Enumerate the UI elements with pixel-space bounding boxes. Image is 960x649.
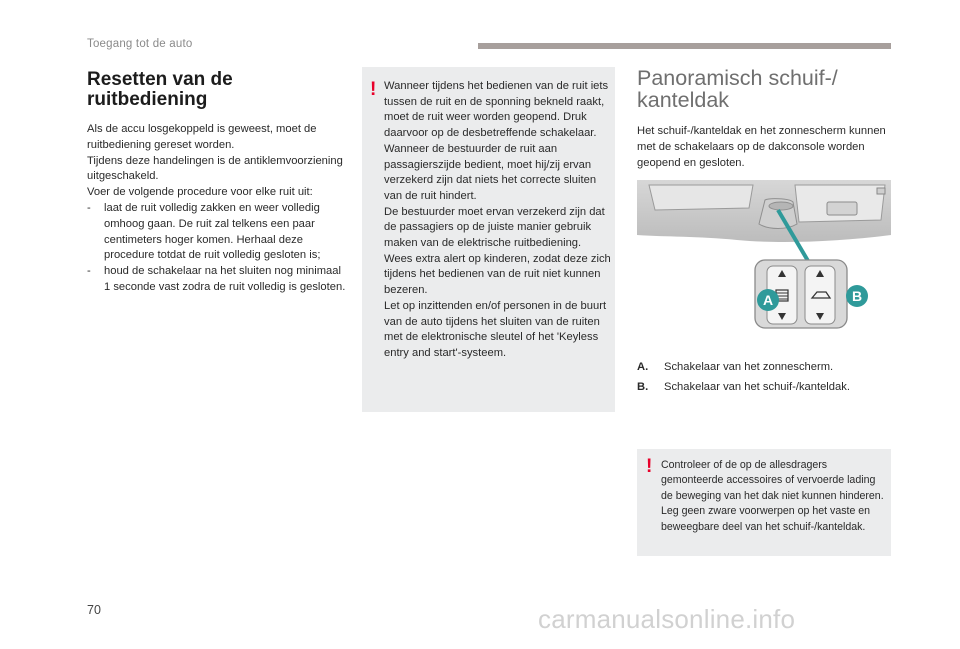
figure-legend (637, 360, 893, 400)
section-title: Toegang tot de auto (87, 38, 193, 50)
warning-box-roof (637, 449, 891, 556)
sunroof-title: Panoramisch schuif-/ kanteldak (637, 66, 838, 112)
reset-step (87, 201, 349, 264)
legend-text: Schakelaar van het schuif-/kanteldak. (664, 380, 850, 393)
list-dash: - (87, 201, 91, 214)
reset-step-text: laat de ruit volledig zakken en weer volledig omhoog gaan. De ruit zal telkens een paar centimeters hoger komen. Herhaal deze procedure totdat de ruit volledig gesloten is; (104, 201, 321, 262)
legend-key: A. (637, 361, 649, 373)
reset-step-text: houd de schakelaar na het sluiten nog minimaal 1 seconde vast zodra de ruit volledig is gesloten. (104, 265, 346, 293)
warning-text (661, 458, 889, 535)
roof-console-drawing (637, 180, 891, 345)
legend-text: Schakelaar van het zonnescherm. (664, 361, 834, 373)
reset-paragraph: Als de accu losgekoppeld is geweest, moet de ruitbediening gereset worden. (87, 123, 317, 151)
warning-line: Controleer of de op de allesdragers gemonteerde accessoires of vervoerde lading de beweging van het dak niet kunnen hinderen. (661, 459, 884, 502)
watermark: carmanualsonline.info (538, 604, 796, 634)
warning-exclamation-icon: ! (370, 79, 377, 100)
warning-exclamation-icon: ! (646, 456, 653, 477)
roof-console-illustration (637, 180, 891, 345)
warning-line: Wanneer tijdens het bedienen van de ruit iets tussen de ruit en de sponning bekneld raakt, moet de ruit weer worden geopend. Druk daarvoor op de desbetreffende schakelaar. (384, 80, 609, 140)
page-number: 70 (87, 603, 101, 617)
legend-item (637, 360, 893, 376)
warning-line: Wanneer de bestuurder de ruit aan passagierszijde bedient, moet hij/zij ervan verzekerd zijn dat niets het correcte sluiten van de ruit hindert. (384, 142, 597, 202)
warning-box-window (362, 67, 615, 412)
sunroof-section (637, 67, 893, 171)
legend-key: B. (637, 380, 649, 393)
left-sun-visor (649, 185, 753, 210)
vanity-mirror (827, 202, 857, 215)
visor-clip (877, 188, 885, 194)
console-lens (769, 202, 793, 210)
label-a: A (762, 292, 774, 308)
label-b: B (851, 288, 863, 304)
warning-line: Let op inzittenden en/of personen in de buurt van de auto tijdens het sluiten van de ruiten met de elektronische sleutel of het 'Keyless entry and start'-systeem. (384, 299, 607, 359)
reset-paragraph: Voer de volgende procedure voor elke ruit uit: (87, 186, 313, 199)
warning-line: Wees extra alert op kinderen, zodat deze zich tijdens het bedienen van de ruit niet kunnen bezeren. (384, 252, 611, 297)
reset-section (87, 70, 349, 296)
warning-text (384, 79, 614, 362)
reset-paragraph: Tijdens deze handelingen is de antiklemvoorziening uitgeschakeld. (87, 154, 343, 183)
header-divider (478, 43, 891, 49)
sunroof-intro: Het schuif-/kanteldak en het zonnescherm kunnen met de schakelaars op de dakconsole worden geopend en gesloten. (637, 125, 886, 169)
warning-line: Leg geen zware voorwerpen op het vaste en beweegbare deel van het schuif-/kanteldak. (661, 505, 871, 533)
warning-line: De bestuurder moet ervan verzekerd zijn dat de passagiers op de juiste manier gebruik maken van de elektrische ruitbediening. (384, 205, 605, 250)
reset-step (87, 264, 349, 296)
legend-item (637, 380, 893, 396)
list-dash: - (87, 265, 91, 278)
reset-title: Resetten van de ruitbediening (87, 69, 233, 110)
